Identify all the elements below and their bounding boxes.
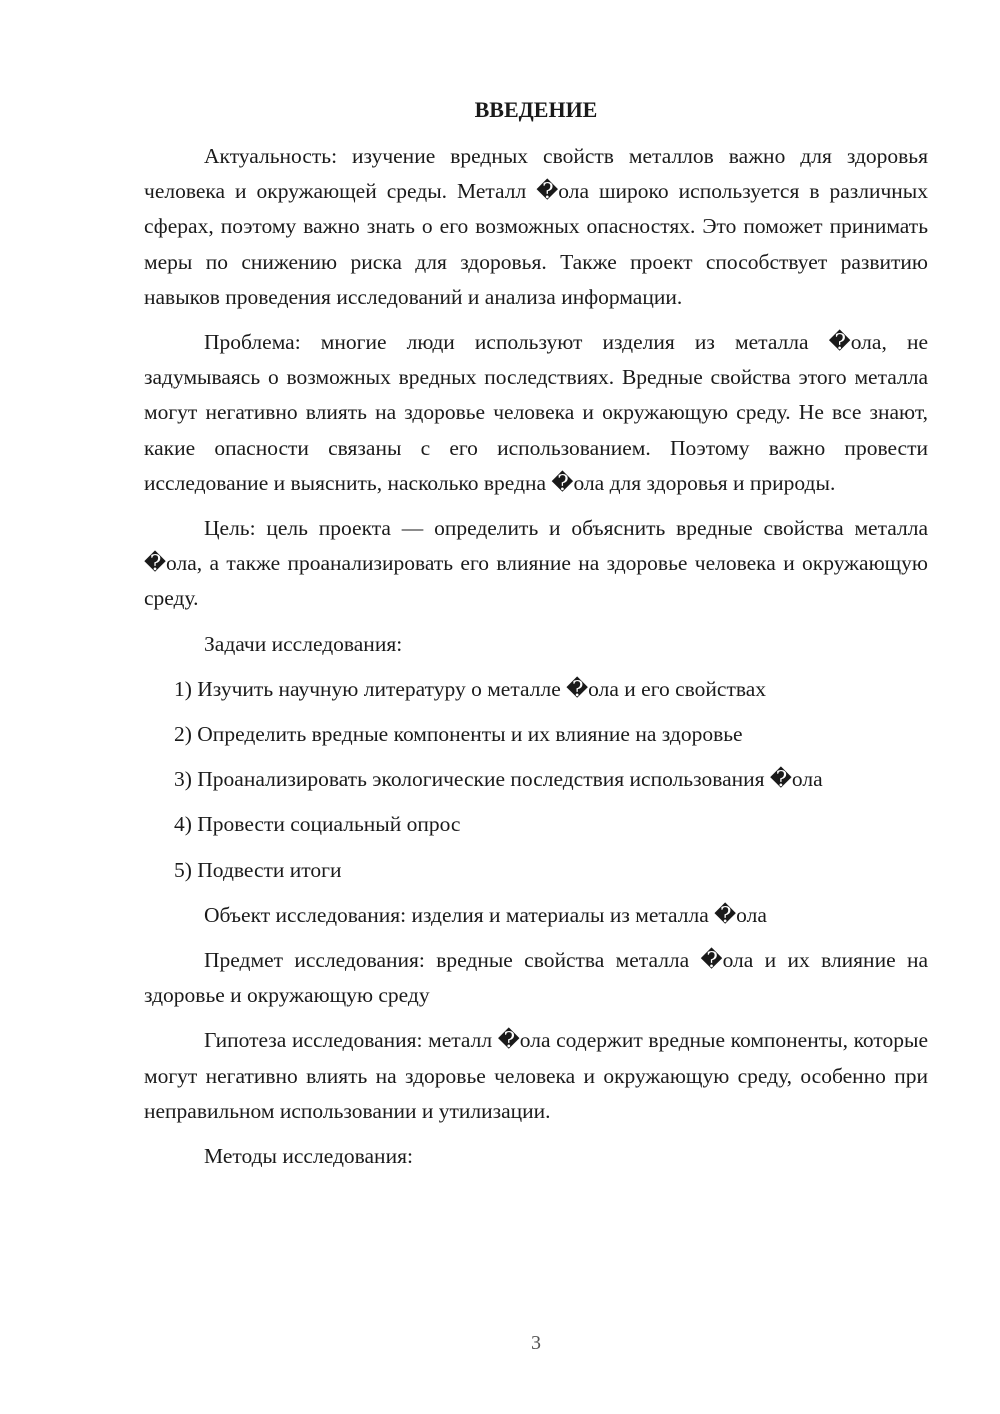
list-item: 4) Провести социальный опрос <box>174 812 461 837</box>
section-heading: ВВЕДЕНИЕ <box>474 97 598 122</box>
paragraph-hypothesis: Гипотеза исследования: металл �ола содержит вредные компоненты, которые могут негативно влиять на здоровье человека и окружающую среду, особенно при неправильном использовании и утилизации. <box>144 1028 928 1123</box>
list-item: 2) Определить вредные компоненты и их влияние на здоровье <box>174 722 743 747</box>
paragraph-relevance: Актуальность: изучение вредных свойств металлов важно для здоровья человека и окружающей среды. Металл �ола широко используется в различных сферах, поэтому важно знать о его возможных опасностях. Это поможет принимать меры по снижению риска для здоровья. Также проект способствует развитию навыков проведения исследований и анализа информации. <box>144 144 928 309</box>
paragraph-object: Объект исследования: изделия и материалы из металла �ола <box>204 902 767 927</box>
paragraph-goal: Цель: цель проекта — определить и объяснить вредные свойства металла �ола, а также проанализировать его влияние на здоровье человека и окружающую среду. <box>144 516 928 611</box>
paragraph-subject: Предмет исследования: вредные свойства металла �ола и их влияние на здоровье и окружающую среду <box>144 948 928 1008</box>
tasks-label: Задачи исследования: <box>204 631 403 656</box>
paragraph-problem: Проблема: многие люди используют изделия из металла �ола, не задумываясь о возможных вредных последствиях. Вредные свойства этого металла могут негативно влиять на здоровье человека и окружающую среду. Не все знают, какие опасности связаны с его использованием. Поэтому важно провести исследование и выяснить, насколько вредна �ола для здоровья и природы. <box>144 330 928 495</box>
page-number: 3 <box>531 1332 541 1354</box>
list-item: 1) Изучить научную литературу о металле �ола и его свойствах <box>174 676 767 701</box>
list-item: 3) Проанализировать экологические последствия использования �ола <box>174 767 823 792</box>
tasks-list <box>144 672 928 888</box>
page-content <box>144 92 928 1184</box>
methods-label: Методы исследования: <box>204 1144 413 1169</box>
list-item: 5) Подвести итоги <box>174 857 342 882</box>
